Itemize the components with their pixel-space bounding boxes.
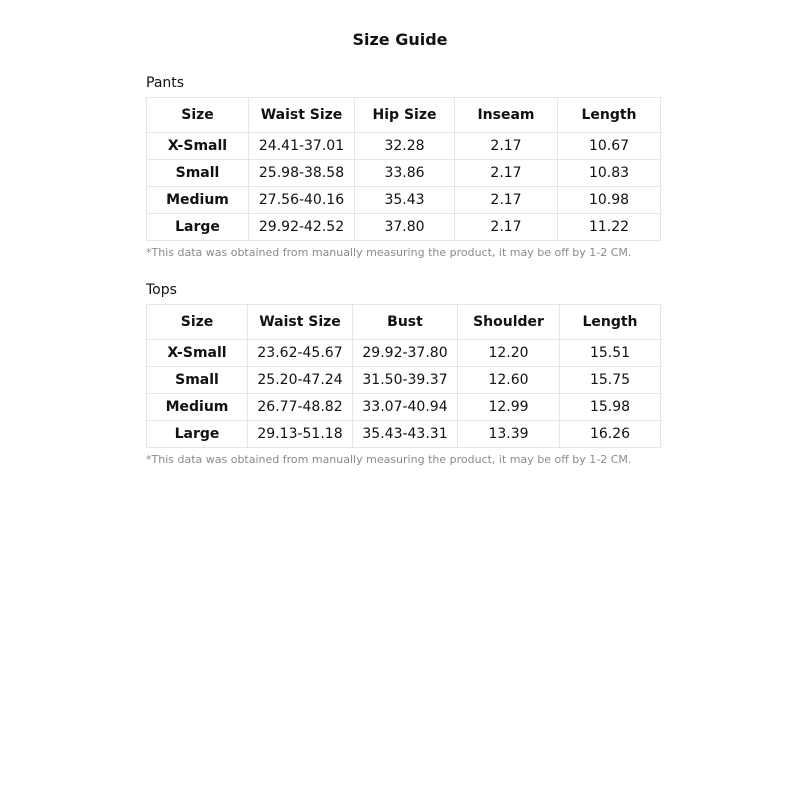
table-cell: 2.17 xyxy=(455,214,558,241)
table-cell: 26.77-48.82 xyxy=(248,394,353,421)
size-cell: X-Small xyxy=(147,340,248,367)
column-header: Inseam xyxy=(455,98,558,133)
table-cell: 10.98 xyxy=(558,187,661,214)
table-cell: 13.39 xyxy=(458,421,560,448)
table-cell: 2.17 xyxy=(455,160,558,187)
table-cell: 12.20 xyxy=(458,340,560,367)
table-cell: 12.60 xyxy=(458,367,560,394)
table-row xyxy=(147,160,661,187)
table-cell: 35.43-43.31 xyxy=(353,421,458,448)
column-header: Size xyxy=(147,305,248,340)
table-cell: 12.99 xyxy=(458,394,560,421)
size-cell: Medium xyxy=(147,187,249,214)
table-cell: 15.51 xyxy=(560,340,661,367)
table-cell: 10.67 xyxy=(558,133,661,160)
table-row xyxy=(147,187,661,214)
size-cell: Medium xyxy=(147,394,248,421)
column-header: Waist Size xyxy=(248,305,353,340)
table-cell: 25.98-38.58 xyxy=(249,160,355,187)
table-row xyxy=(147,367,661,394)
table-cell: 2.17 xyxy=(455,187,558,214)
column-header: Waist Size xyxy=(249,98,355,133)
table-cell: 29.13-51.18 xyxy=(248,421,353,448)
pants-measurement-note: *This data was obtained from manually measuring the product, it may be off by 1-2 CM. xyxy=(146,246,632,259)
size-cell: Small xyxy=(147,367,248,394)
table-row xyxy=(147,133,661,160)
table-cell: 15.98 xyxy=(560,394,661,421)
table-cell: 32.28 xyxy=(355,133,455,160)
table-row xyxy=(147,394,661,421)
size-cell: Large xyxy=(147,214,249,241)
table-header-row xyxy=(147,98,661,133)
table-cell: 2.17 xyxy=(455,133,558,160)
table-cell: 37.80 xyxy=(355,214,455,241)
tops-size-table xyxy=(146,304,661,448)
tops-measurement-note: *This data was obtained from manually measuring the product, it may be off by 1-2 CM. xyxy=(146,453,632,466)
table-cell: 29.92-42.52 xyxy=(249,214,355,241)
pants-size-table xyxy=(146,97,661,241)
table-row xyxy=(147,214,661,241)
table-cell: 35.43 xyxy=(355,187,455,214)
table-row xyxy=(147,421,661,448)
tops-section-title: Tops xyxy=(146,282,177,298)
table-cell: 15.75 xyxy=(560,367,661,394)
table-cell: 29.92-37.80 xyxy=(353,340,458,367)
column-header: Length xyxy=(558,98,661,133)
table-cell: 23.62-45.67 xyxy=(248,340,353,367)
column-header: Hip Size xyxy=(355,98,455,133)
pants-section-title: Pants xyxy=(146,75,185,91)
size-cell: X-Small xyxy=(147,133,249,160)
table-cell: 16.26 xyxy=(560,421,661,448)
size-cell: Large xyxy=(147,421,248,448)
size-cell: Small xyxy=(147,160,249,187)
column-header: Length xyxy=(560,305,661,340)
table-cell: 11.22 xyxy=(558,214,661,241)
page-title: Size Guide xyxy=(352,30,448,49)
table-cell: 33.07-40.94 xyxy=(353,394,458,421)
table-cell: 10.83 xyxy=(558,160,661,187)
table-cell: 25.20-47.24 xyxy=(248,367,353,394)
table-header-row xyxy=(147,305,661,340)
table-cell: 33.86 xyxy=(355,160,455,187)
column-header: Shoulder xyxy=(458,305,560,340)
column-header: Size xyxy=(147,98,249,133)
table-row xyxy=(147,340,661,367)
column-header: Bust xyxy=(353,305,458,340)
table-cell: 27.56-40.16 xyxy=(249,187,355,214)
table-cell: 24.41-37.01 xyxy=(249,133,355,160)
tops-section xyxy=(146,282,660,467)
table-cell: 31.50-39.37 xyxy=(353,367,458,394)
pants-section xyxy=(146,75,660,260)
